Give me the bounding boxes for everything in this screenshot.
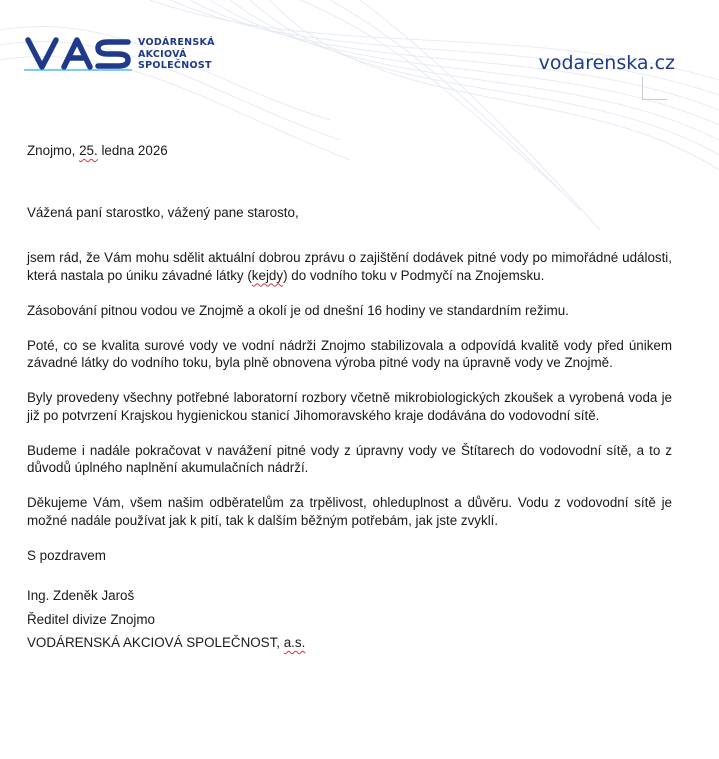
vas-logo-mark	[24, 36, 134, 72]
letterhead	[0, 0, 719, 100]
company-logo	[24, 36, 214, 76]
company-main: VODÁRENSKÁ AKCIOVÁ SPOLEČNOST,	[27, 635, 284, 650]
logo-line-2: AKCIOVÁ	[138, 48, 187, 60]
signer-name: Ing. Zdeněk Jaroš	[27, 588, 135, 603]
date-place: Znojmo,	[27, 143, 80, 158]
logo-wordmark	[138, 37, 218, 72]
signer-title: Ředitel divize Znojmo	[27, 611, 156, 627]
closing: S pozdravem	[27, 547, 106, 563]
paragraph-4: Byly provedeny všechny potřebné laboratorní rozbory včetně mikrobiologických zkoušek a vyrobená voda je již po potvrzení Krajskou hygienickou stanicí Jihomoravského kraje dodávána do vodovodní sítě.	[27, 390, 672, 423]
date-day: 25.	[79, 143, 98, 158]
paragraph-1	[27, 249, 672, 284]
paragraph-6: Děkujeme Vám, všem našim odběratelům za trpělivost, ohleduplnost a důvěru. Vodu z vodovodní sítě je možné nadále používat jak k pití, tak k dalším běžným potřebám, jak jste zvyklí.	[27, 495, 672, 528]
logo-line-1: VODÁRENSKÁ	[138, 37, 215, 48]
letter-date	[27, 142, 672, 160]
p1-text-a: jsem rád, že Vám mohu sdělit aktuální dobrou zprávu o zajištění dodávek pitné vody po mimořádné události, která nastala po úniku závadné látky (	[27, 250, 672, 283]
letter-body	[27, 142, 672, 658]
salutation: Vážená paní starostko, vážený pane starosto,	[27, 204, 299, 220]
signature-block	[27, 587, 672, 652]
p1-text-c: ) do vodního toku v Podmyčí na Znojemsku.	[283, 267, 545, 283]
paragraph-3: Poté, co se kvalita surové vody ve vodní nádrži Znojmo stabilizovala a odpovídá kvalitě vody před únikem závadné látky do vodního toku, byla plně obnovena výroba pitné vody na úpravně vody ve Znojmě.	[27, 337, 672, 370]
p1-highlight: kejdy	[251, 267, 284, 283]
paragraph-5: Budeme i nadále pokračovat v navážení pitné vody z úpravny vody ve Štítarech do vodovodní sítě, a to z důvodů úplného naplnění akumulačních nádrží.	[27, 442, 672, 475]
date-rest: ledna 2026	[97, 143, 168, 158]
website-url[interactable]: vodarenska.cz	[538, 52, 675, 74]
crop-mark	[642, 77, 667, 100]
logo-line-3: SPOLEČNOST	[138, 60, 212, 71]
company-suffix: a.s.	[283, 635, 306, 650]
company-name	[27, 634, 672, 652]
paragraph-2: Zásobování pitnou vodou ve Znojmě a okolí je od dnešní 16 hodiny ve standardním režimu.	[27, 302, 569, 318]
